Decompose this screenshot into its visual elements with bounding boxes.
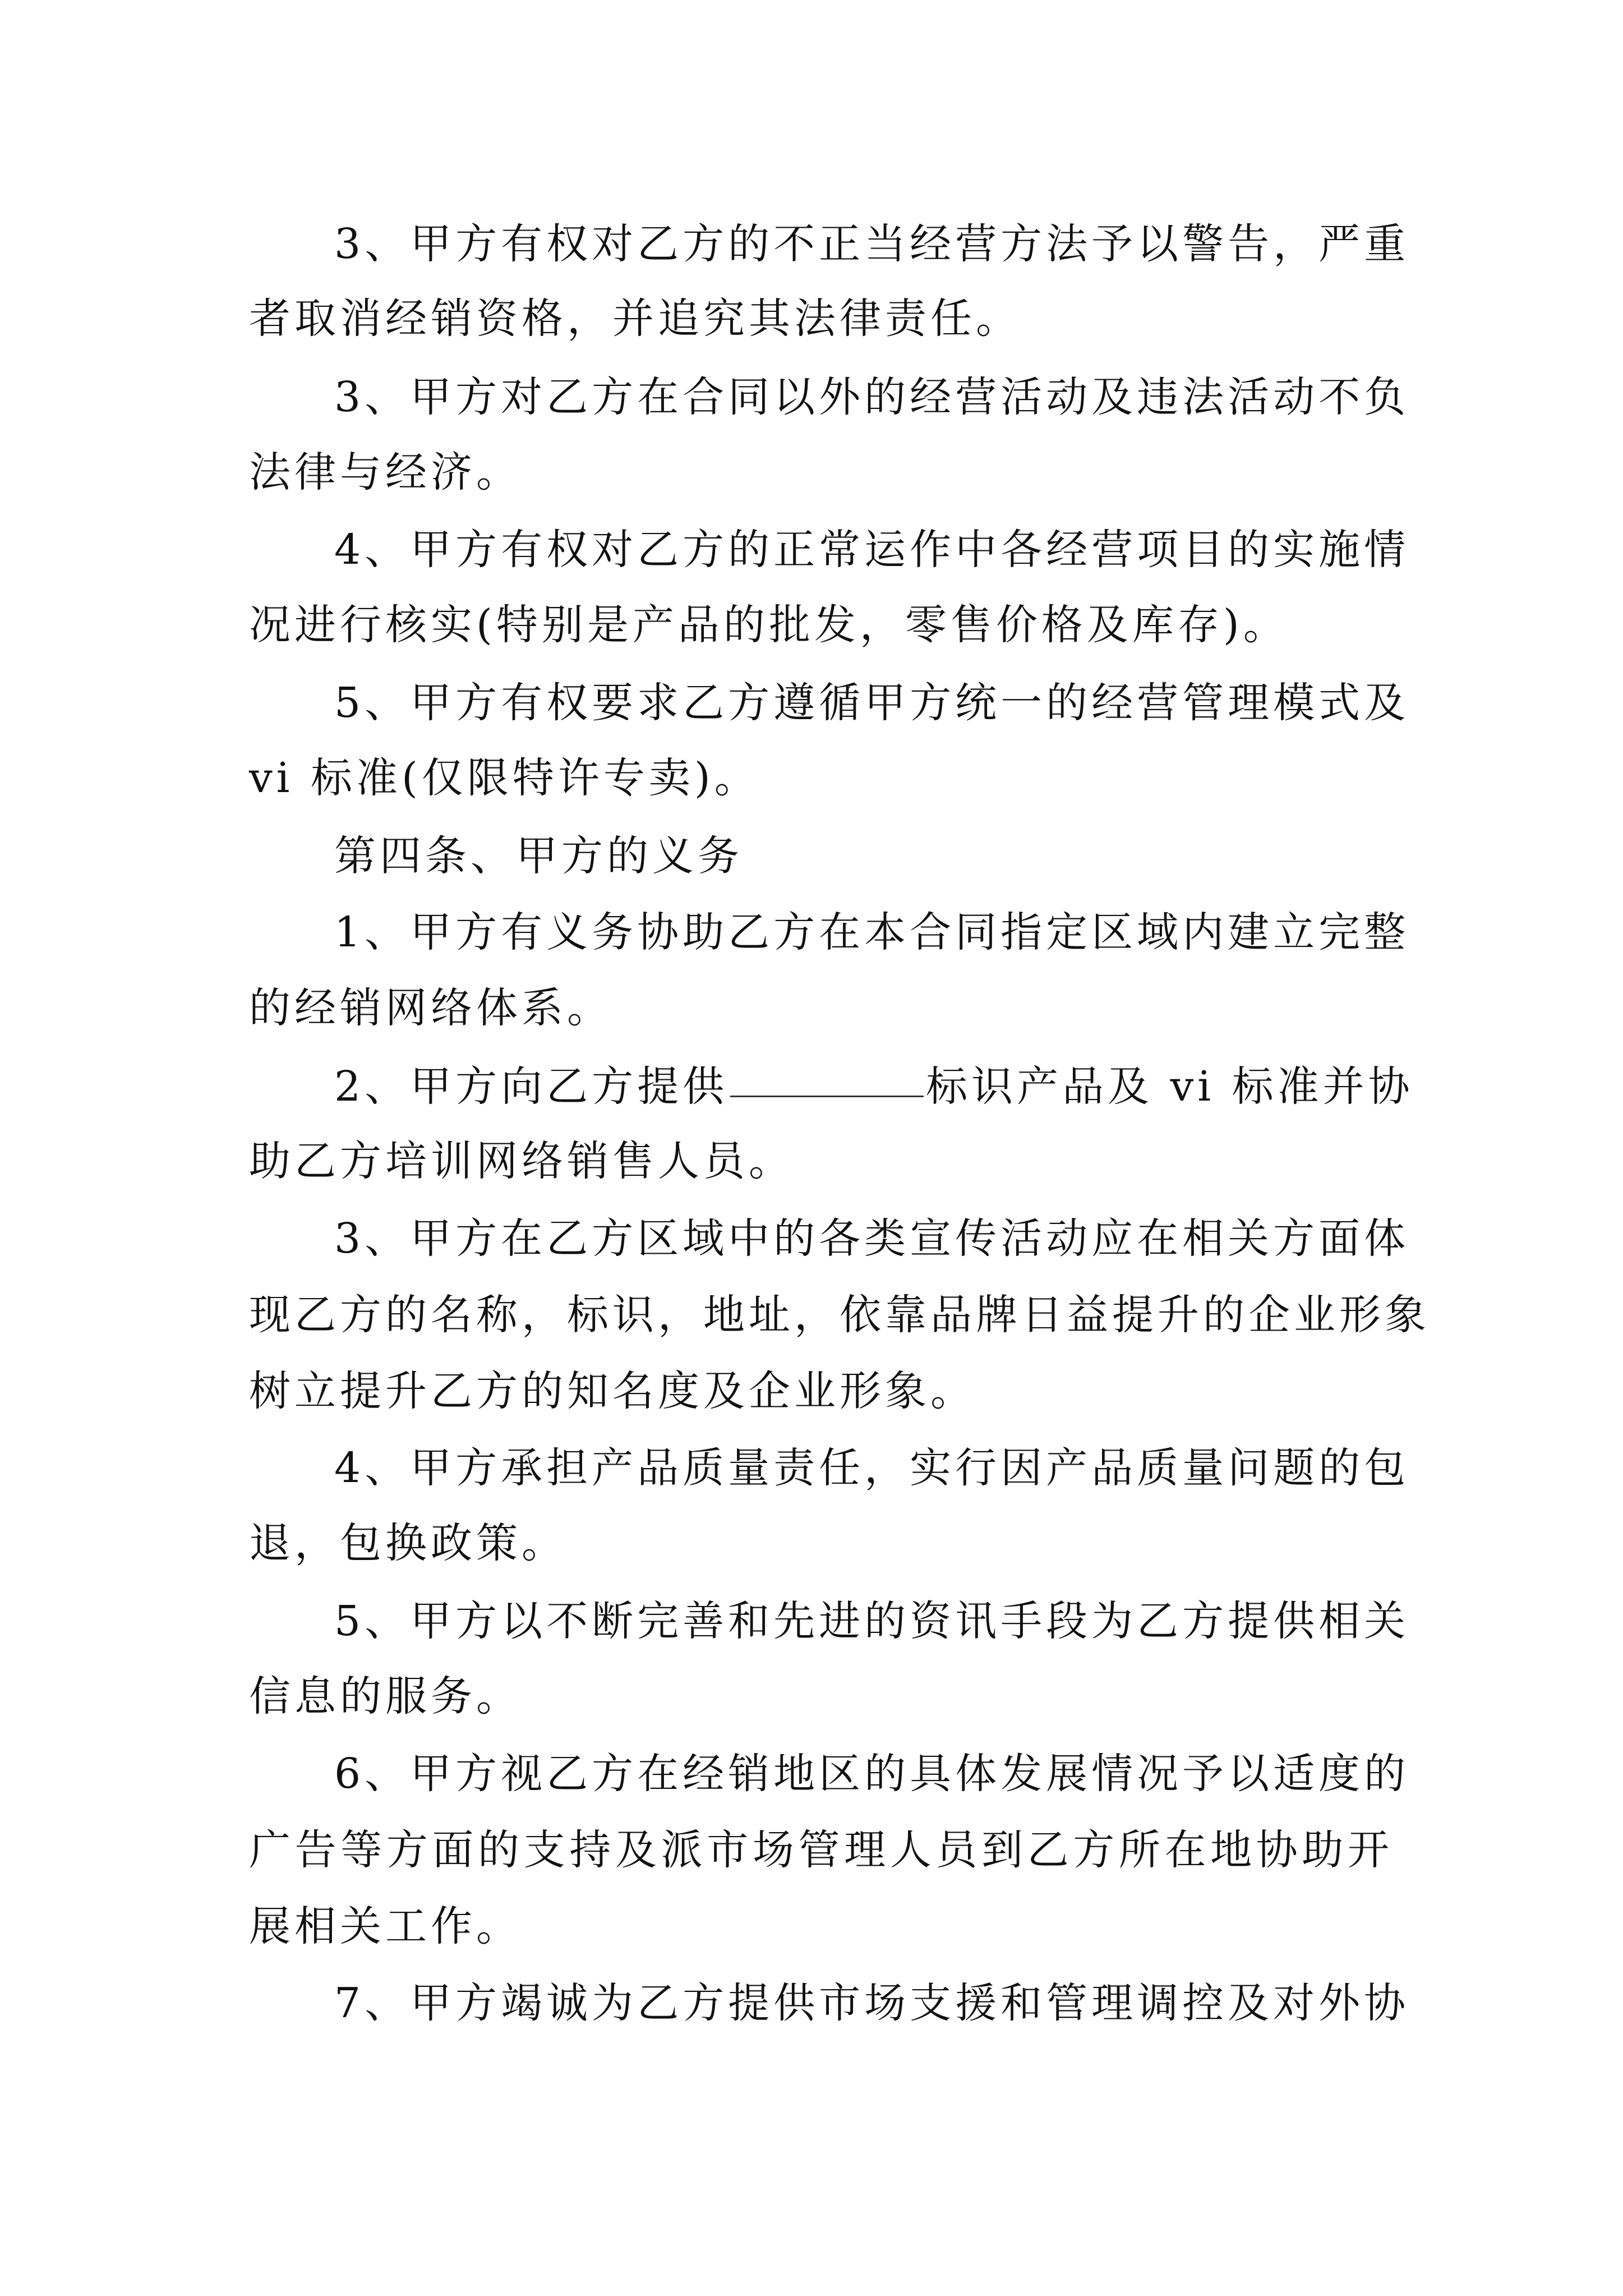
paragraph-line: 助乙方培训网络销售人员。	[249, 1137, 794, 1185]
paragraph-line: 3、甲方在乙方区域中的各类宣传活动应在相关方面体	[334, 1214, 1410, 1263]
paragraph-line: 的经销网络体系。	[249, 984, 612, 1032]
paragraph-line-with-blank	[334, 1057, 1414, 1115]
paragraph-line: 法律与经济。	[249, 448, 522, 496]
paragraph-line: 4、甲方承担产品质量责任，实行因产品质量问题的包	[334, 1444, 1410, 1492]
paragraph-line: 4、甲方有权对乙方的正常运作中各经营项目的实施情	[334, 526, 1410, 574]
paragraph-line: 7、甲方竭诚为乙方提供市场支援和管理调控及对外协	[334, 1979, 1410, 2027]
paragraph-line: 展相关工作。	[249, 1902, 522, 1950]
paragraph-line: 树立提升乙方的知名度及企业形象。	[249, 1367, 976, 1415]
paragraph-line: 况进行核实(特别是产品的批发，零售价格及库存)。	[249, 601, 1289, 649]
paragraph-line: 6、甲方视乙方在经销地区的具体发展情况予以适度的	[334, 1750, 1410, 1798]
paragraph-line: 3、甲方有权对乙方的不正当经营方法予以警告，严重	[334, 220, 1410, 268]
paragraph-line: 者取消经销资格，并追究其法律责任。	[249, 295, 1021, 343]
fill-in-blank	[730, 1054, 924, 1097]
blank-suffix-text: 标识产品及 vi 标准并协	[926, 1062, 1414, 1111]
section-heading: 第四条、甲方的义务	[334, 832, 743, 880]
blank-prefix-text: 2、甲方向乙方提供	[334, 1062, 728, 1111]
paragraph-line: 5、甲方有权要求乙方遵循甲方统一的经营管理模式及	[334, 679, 1410, 727]
paragraph-line: 3、甲方对乙方在合同以外的经营活动及违法活动不负	[334, 373, 1410, 421]
paragraph-line: 1、甲方有义务协助乙方在本合同指定区域内建立完整	[334, 908, 1410, 956]
paragraph-line: 广告等方面的支持及派市场管理人员到乙方所在地协助开	[249, 1826, 1393, 1874]
paragraph-line: 现乙方的名称，标识，地址，依靠品牌日益提升的企业形象	[249, 1291, 1430, 1339]
paragraph-line: vi 标准(仅限特许专卖)。	[249, 754, 760, 802]
paragraph-line: 5、甲方以不断完善和先进的资讯手段为乙方提供相关	[334, 1597, 1410, 1645]
paragraph-line: 退，包换政策。	[249, 1519, 567, 1567]
paragraph-line: 信息的服务。	[249, 1672, 522, 1720]
